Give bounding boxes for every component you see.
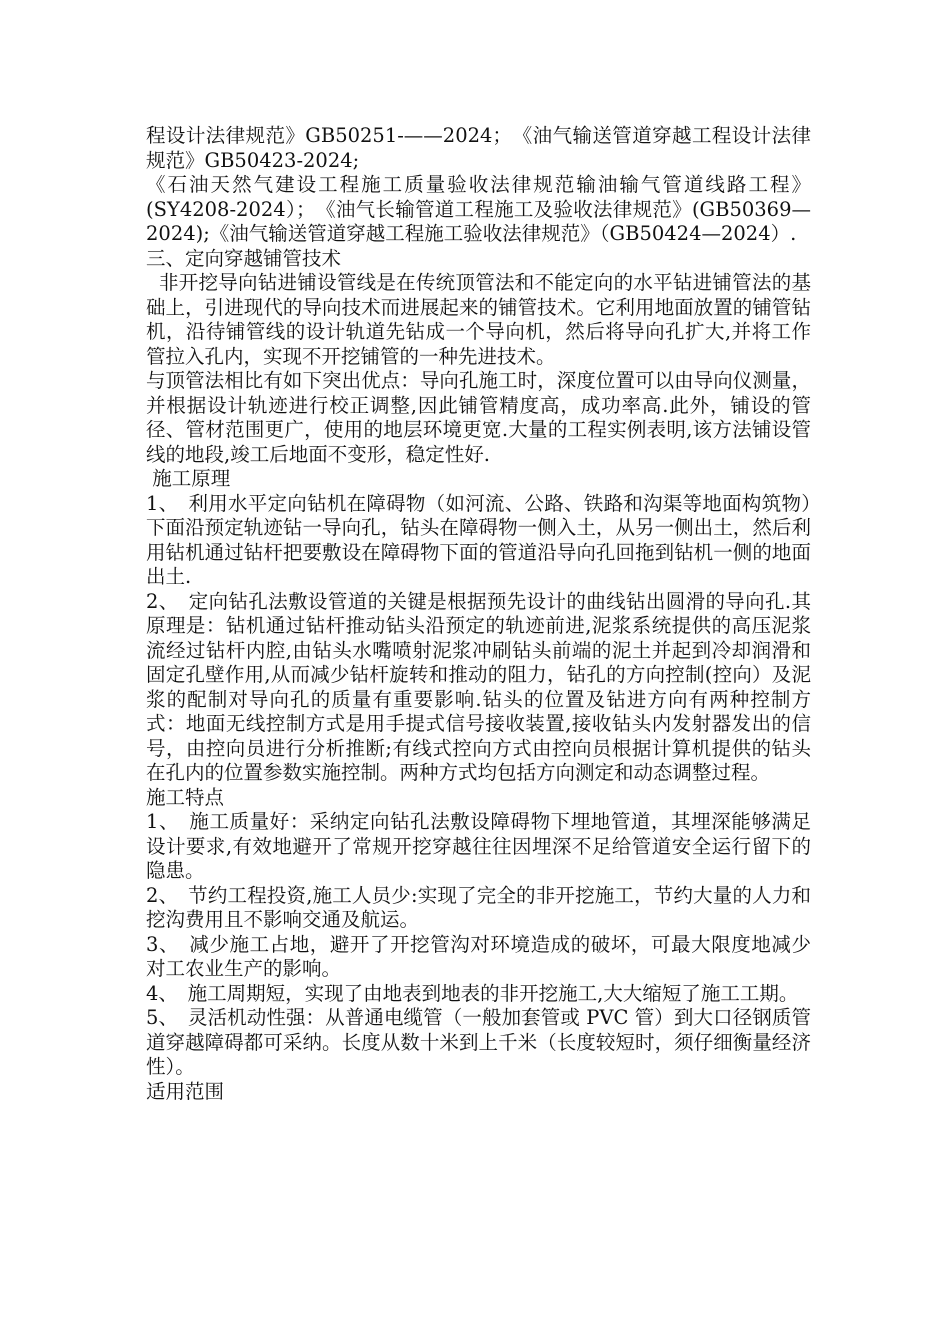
list-item-principle-2: 2、 定向钻孔法敷设管道的关键是根据预先设计的曲线钻出圆滑的导向孔.其原理是：钻机通过钻杆推动钻头沿预定的轨迹前进,泥浆系统提供的高压泥浆流经过钻杆内腔,由钻头水嘴喷射泥浆冲刷钻头前端的泥土并起到冷却润滑和固定孔壁作用,从而减少钻杆旋转和推动的阻力，钻孔的方向控制(控向）及泥浆的配制对导向孔的质量有重要影响.钻头的位置及钻进方向有两种控制方式：地面无线控制方式是用手提式信号接收装置,接收钻头内发射器发出的信号，由控向员进行分析推断;有线式控向方式由控向员根据计算机提供的钻头在孔内的位置参数实施控制。两种方式均包括方向测定和动态调整过程。: [146, 589, 811, 784]
subheading-scope: 适用范围: [146, 1079, 225, 1103]
list-item-feature-1: 1、 施工质量好：采纳定向钻孔法敷设障碍物下埋地管道，其埋深能够满足设计要求,有效地避开了常规开挖穿越往往因埋深不足给管道安全运行留下的隐患。: [146, 810, 811, 882]
list-item-principle-1: 1、 利用水平定向钻机在障碍物（如河流、公路、铁路和沟渠等地面构筑物）下面沿预定轨迹钻一导向孔，钻头在障碍物一侧入土，从另一侧出土，然后利用钻机通过钻杆把要敷设在障碍物下面的管道沿导向孔回拖到钻机一侧的地面出土.: [146, 491, 811, 588]
document-body: [146, 124, 811, 1104]
paragraph-intro: 非开挖导向钻进铺设管线是在传统顶管法和不能定向的水平钻进铺管法的基础上，引进现代的导向技术而进展起来的铺管技术。它利用地面放置的铺管钻机，沿待铺管线的设计轨道先钻成一个导向机，然后将导向孔扩大,并将工作管拉入孔内，实现不开挖铺管的一种先进技术。: [146, 271, 811, 368]
subheading-principle: 施工原理: [146, 467, 231, 490]
list-item-feature-2: 2、 节约工程投资,施工人员少:实现了完全的非开挖施工，节约大量的人力和挖沟费用且不影响交通及航运。: [146, 883, 811, 931]
subheading-features: 施工特点: [146, 785, 225, 809]
list-item-feature-5: 5、 灵活机动性强：从普通电缆管（一般加套管或 PVC 管）到大口径钢质管道穿越障碍都可采纳。长度从数十米到上千米（长度较短时，须仔细衡量经济性）。: [146, 1006, 811, 1078]
paragraph-standards-1: 程设计法律规范》GB50251-——2024； 《油气输送管道穿越工程设计法律规范》GB50423-2024;: [146, 124, 811, 172]
list-item-feature-4: 4、 施工周期短，实现了由地表到地表的非开挖施工,大大缩短了施工工期。: [146, 981, 799, 1005]
section-heading-directional-crossing: 三、定向穿越铺管技术: [146, 246, 342, 270]
paragraph-advantages: 与顶管法相比有如下突出优点：导向孔施工时，深度位置可以由导向仪测量，并根据设计轨迹进行校正调整,因此铺管精度高，成功率高.此外，铺设的管径、管材范围更广，使用的地层环境更宽.大量的工程实例表明,该方法铺设管线的地段,竣工后地面不变形，稳定性好.: [146, 369, 811, 466]
paragraph-standards-2: 《石油天然气建设工程施工质量验收法律规范输油输气管道线路工程》(SY4208-2024）； 《油气长输管道工程施工及验收法律规范》(GB50369—2024);《油气输送管道穿越工程施工验收法律规范》（GB50424—2024）.: [146, 173, 811, 245]
list-item-feature-3: 3、 减少施工占地，避开了开挖管沟对环境造成的破坏，可最大限度地减少对工农业生产的影响。: [146, 932, 811, 980]
